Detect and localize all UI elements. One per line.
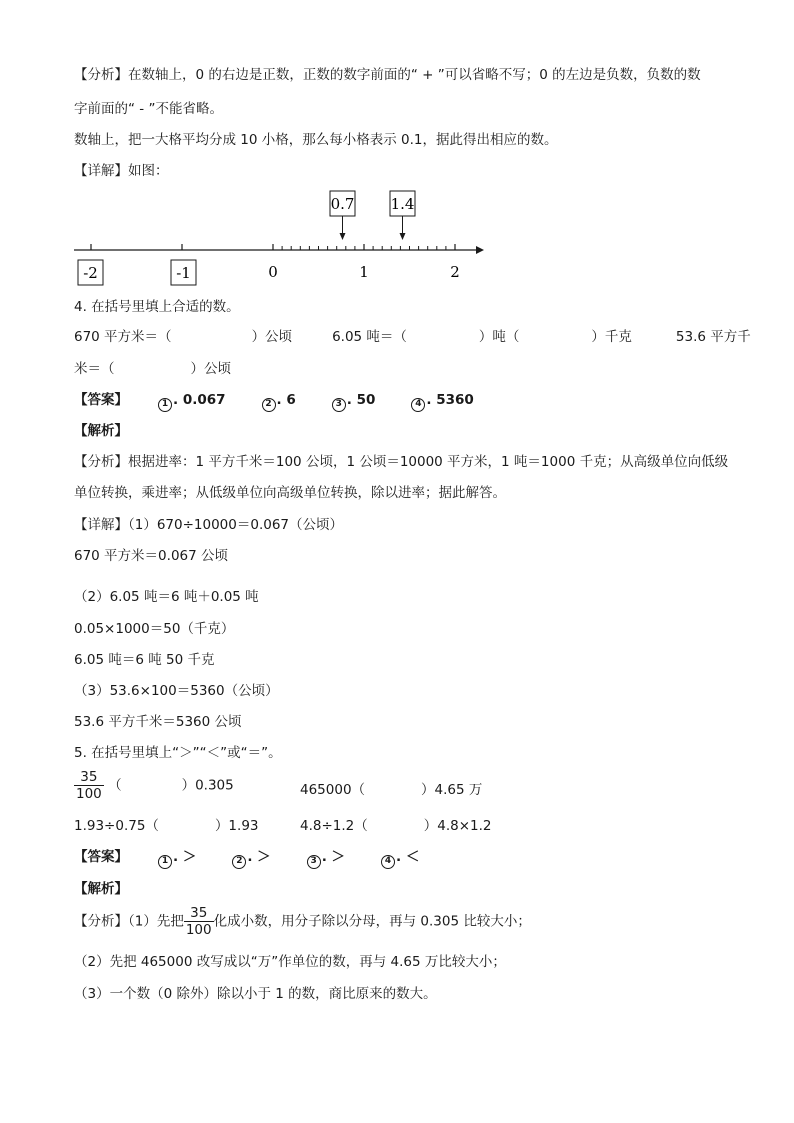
q5-r2b: ）1.93 — [214, 818, 259, 834]
label-box-1-4-text: 1.4 — [390, 195, 415, 213]
q4-answer-1 — [158, 392, 226, 408]
q4-detail-line6: （3）53.6×100＝5360（公顷） — [74, 683, 279, 699]
q4-stem: 4. 在括号里填上合适的数。 — [74, 299, 240, 315]
q4-p2c: ）千克 — [591, 329, 632, 345]
answer-value: . ＞ — [247, 849, 271, 865]
analysis-label: 【分析】 — [74, 913, 128, 930]
q5-answer-4 — [381, 849, 419, 865]
s3-analysis-line3: 数轴上，把一大格平均分成 10 小格，那么每小格表示 0.1，据此得出相应的数。 — [74, 132, 558, 148]
answer-value: . 0.067 — [173, 392, 226, 408]
analysis-text: 根据进率：1 平方千米＝100 公顷，1 公顷＝10000 平方米，1 吨＝1000 千克；从高级单位向低级 — [128, 454, 729, 470]
q4-detail-line4: 0.05×1000＝50（千克） — [74, 621, 235, 637]
q5-answer-1 — [158, 849, 196, 865]
q5-r2d: ）4.8×1.2 — [423, 818, 492, 834]
tick-label-2: 2 — [450, 263, 460, 281]
answer-value: . 50 — [346, 392, 376, 408]
q5-r2a: 1.93÷0.75（ — [74, 818, 159, 834]
q4-detail-line2: 670 平方米＝0.067 公顷 — [74, 548, 228, 564]
answer-label: 【答案】 — [74, 849, 128, 865]
q5-explain-label: 【解析】 — [74, 881, 128, 897]
q5-problem-line2-right — [300, 817, 492, 835]
q4-answer-2 — [262, 392, 296, 408]
label-box-neg1-text: -1 — [176, 264, 191, 282]
q4-p3a: 53.6 平方千 — [675, 329, 751, 345]
fraction-denominator: 100 — [185, 922, 212, 938]
circle-number: 3 — [332, 398, 346, 412]
detail-label: 【详解】 — [74, 163, 128, 179]
q4-analysis-line1 — [74, 453, 728, 471]
q5-r2c: 4.8÷1.2（ — [300, 818, 368, 834]
q4-p3b: 米＝（ — [74, 361, 115, 377]
q4-p2a: 6.05 吨＝（ — [332, 329, 407, 345]
q4-answer-line — [74, 391, 474, 412]
answer-label: 【答案】 — [74, 392, 128, 408]
fraction-denominator: 100 — [76, 786, 102, 802]
circle-number: 1 — [158, 855, 172, 869]
analysis-label: 【分析】 — [74, 454, 128, 470]
circle-number: 2 — [232, 855, 246, 869]
fraction-numerator: 35 — [80, 769, 98, 785]
q4-detail-line3: （2）6.05 吨＝6 吨＋0.05 吨 — [74, 589, 259, 605]
label-box-0-7-text: 0.7 — [330, 195, 355, 213]
s3-analysis-line1 — [74, 66, 701, 84]
q4-answer-3 — [332, 392, 376, 408]
detail-text: （1）670÷10000＝0.067（公顷） — [128, 517, 344, 533]
q5-answer-2 — [232, 849, 270, 865]
q5-r1c: 465000（ — [300, 782, 366, 798]
s3-analysis-line2: 字前面的“ - ”不能省略。 — [74, 101, 223, 117]
q5-analysis-line1 — [74, 905, 531, 938]
q4-p3c: ）公顷 — [190, 361, 231, 377]
q5-r1d: ）4.65 万 — [421, 782, 483, 798]
q4-problem-line1 — [74, 328, 751, 346]
detail-label: 【详解】 — [74, 517, 128, 533]
arrow-head-1-4 — [400, 233, 406, 240]
s3-detail-line — [74, 162, 169, 180]
tick-label-1: 1 — [359, 263, 369, 281]
number-line-arrow — [476, 246, 484, 254]
arrow-head-0-7 — [340, 233, 346, 240]
detail-text: 如图： — [128, 163, 169, 179]
circle-number: 4 — [411, 398, 425, 412]
answer-value: . ＞ — [173, 849, 197, 865]
circle-number: 2 — [262, 398, 276, 412]
q5-analysis-line3: （3）一个数（0 除外）除以小于 1 的数，商比原来的数大。 — [74, 986, 437, 1002]
q5-analysis-line2: （2）先把 465000 改写成以“万”作单位的数，再与 4.65 万比较大小； — [74, 954, 506, 970]
circle-number: 3 — [307, 855, 321, 869]
q4-detail-line1 — [74, 516, 343, 534]
answer-value: . ＜ — [396, 849, 420, 865]
number-line-figure — [60, 185, 500, 290]
q4-problem-line2 — [74, 360, 231, 378]
analysis-label: 【分析】 — [74, 67, 128, 83]
q5-stem: 5. 在括号里填上“＞”“＜”或“＝”。 — [74, 745, 282, 761]
circle-number: 1 — [158, 398, 172, 412]
q4-explain-label: 【解析】 — [74, 423, 128, 439]
analysis-text-a: （1）先把 — [128, 913, 184, 930]
answer-value: . 6 — [276, 392, 296, 408]
label-box-neg2-text: -2 — [83, 264, 98, 282]
q4-p1a: 670 平方米＝（ — [74, 329, 172, 345]
q5-r1a: （ — [108, 777, 122, 794]
q4-answer-4 — [411, 392, 473, 408]
q5-r1b: ）0.305 — [181, 777, 234, 794]
analysis-text: 在数轴上，0 的右边是正数，正数的数字前面的“ + ”可以省略不写；0 的左边是负数，负数的数 — [128, 67, 701, 83]
q5-answer-3 — [307, 849, 345, 865]
tick-label-0: 0 — [268, 263, 278, 281]
q5-problem-line1-right — [300, 781, 482, 799]
fraction-35-100 — [74, 769, 104, 802]
q5-answer-line — [74, 848, 419, 869]
q4-detail-line5: 6.05 吨＝6 吨 50 千克 — [74, 652, 215, 668]
fraction-35-100-analysis — [184, 905, 214, 938]
q5-problem-line2 — [74, 817, 259, 835]
q4-analysis-line2: 单位转换，乘进率；从低级单位向高级单位转换，除以进率；据此解答。 — [74, 485, 506, 501]
q4-p2b: ）吨（ — [478, 329, 520, 345]
circle-number: 4 — [381, 855, 395, 869]
q4-p1b: ）公顷 — [251, 329, 293, 345]
fraction-numerator: 35 — [190, 905, 208, 921]
answer-value: . ＞ — [321, 849, 346, 865]
q4-detail-line7: 53.6 平方千米＝5360 公顷 — [74, 714, 242, 730]
analysis-text-b: 化成小数，用分子除以分母，再与 0.305 比较大小； — [213, 913, 531, 930]
q5-problem-line1 — [74, 769, 234, 802]
answer-value: . 5360 — [426, 392, 474, 408]
